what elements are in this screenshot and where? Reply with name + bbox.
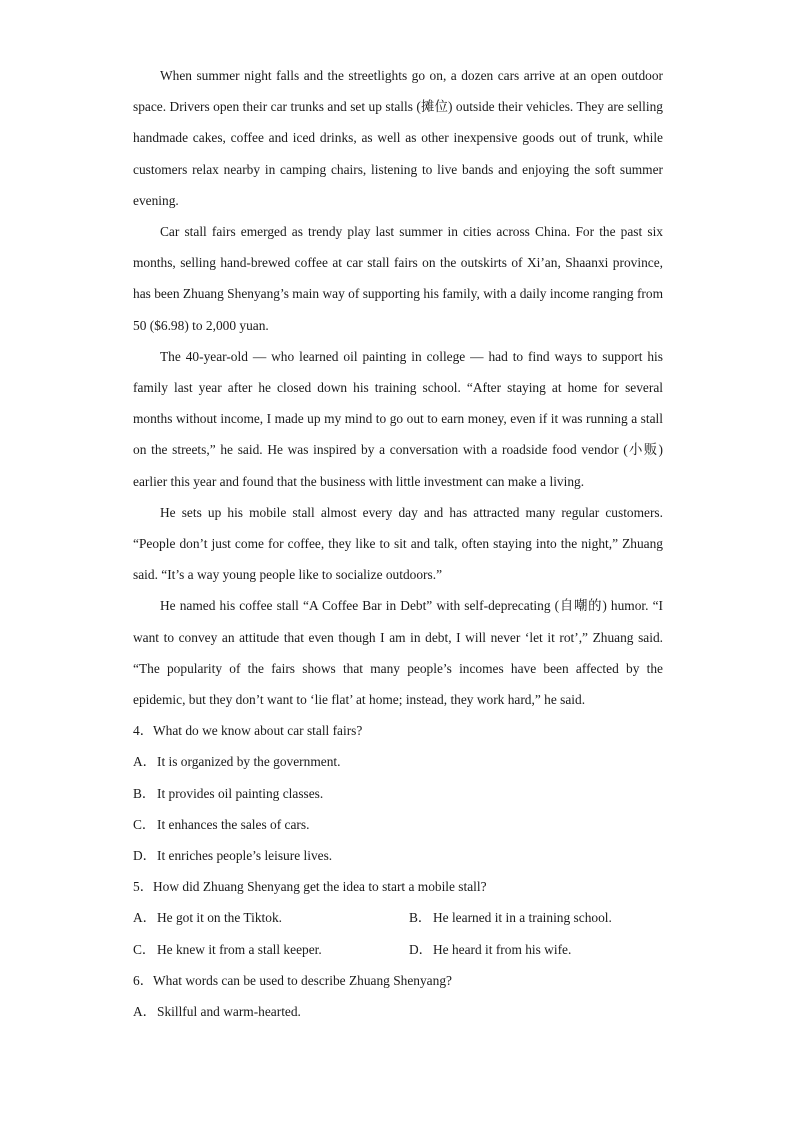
passage-paragraph-5: He named his coffee stall “A Coffee Bar in Debt” with self-deprecating (自嘲的) humor. “I want to convey an attitude that even though I am in debt, I will never ‘let it rot’,” Zhuang said. “The popularity of the fairs shows that many people’s incomes have been affected by the epidemic, but they don’t want to ‘lie flat’ at home; instead, they work hard,” he said. xyxy=(133,598,663,708)
option-letter: A． xyxy=(133,910,157,926)
option-row xyxy=(133,934,663,965)
document-page xyxy=(133,60,663,1027)
question-5 xyxy=(133,871,663,965)
passage-paragraph-4: He sets up his mobile stall almost every day and has attracted many regular customers. “People don’t just come for coffee, they like to sit and talk, often staying into the night,” Zhuang said. “It’s a way young people like to socialize outdoors.” xyxy=(133,504,663,583)
option-letter: D． xyxy=(409,941,433,957)
passage-paragraph-1: When summer night falls and the streetlights go on, a dozen cars arrive at an open outdoor space. Drivers open their car trunks and set up stalls (摊位) outside their vehicles. They are selling handmade cakes, coffee and iced drinks, as well as other inexpensive goods out of trunk, while customers relax nearby in camping chairs, listening to live bands and enjoying the soft summer evening. xyxy=(133,68,663,208)
option-b xyxy=(133,778,663,809)
option-a xyxy=(133,746,663,777)
question-stem xyxy=(133,965,663,996)
option-c xyxy=(133,934,409,965)
option-letter: A． xyxy=(133,1004,157,1020)
question-text: What words can be used to describe Zhuang Shenyang? xyxy=(153,972,452,988)
option-d xyxy=(409,934,571,965)
option-letter: A． xyxy=(133,754,157,770)
option-letter: B． xyxy=(409,910,432,926)
option-letter: D． xyxy=(133,848,157,864)
option-row xyxy=(133,902,663,933)
option-a xyxy=(133,902,409,933)
passage-paragraph-2: Car stall fairs emerged as trendy play last summer in cities across China. For the past six months, selling hand-brewed coffee at car stall fairs on the outskirts of Xi’an, Shaanxi province, has been Zhuang Shenyang’s main way of supporting his family, with a daily income ranging from 50 ($6.98) to 2,000 yuan. xyxy=(133,224,663,333)
question-text: What do we know about car stall fairs? xyxy=(153,723,363,739)
reading-passage xyxy=(133,60,663,715)
question-text: How did Zhuang Shenyang get the idea to start a mobile stall? xyxy=(153,879,487,895)
option-a xyxy=(133,996,663,1027)
option-text: It provides oil painting classes. xyxy=(157,785,324,801)
option-text: He heard it from his wife. xyxy=(433,941,572,957)
question-number: 5． xyxy=(133,879,154,895)
question-number: 6． xyxy=(133,972,154,988)
option-text: He learned it in a training school. xyxy=(433,910,612,926)
option-b xyxy=(409,902,612,933)
option-text: Skillful and warm-hearted. xyxy=(157,1004,301,1020)
option-d xyxy=(133,840,663,871)
option-letter: C． xyxy=(133,816,156,832)
option-text: It is organized by the government. xyxy=(157,754,341,770)
question-4 xyxy=(133,715,663,871)
option-text: He knew it from a stall keeper. xyxy=(157,941,322,957)
question-number: 4． xyxy=(133,723,154,739)
option-text: He got it on the Tiktok. xyxy=(157,910,282,926)
option-c xyxy=(133,809,663,840)
question-6 xyxy=(133,965,663,1027)
option-text: It enhances the sales of cars. xyxy=(157,816,310,832)
option-text: It enriches people’s leisure lives. xyxy=(157,848,333,864)
passage-paragraph-3: The 40-year-old — who learned oil painting in college — had to find ways to support his family last year after he closed down his training school. “After staying at home for several months without income, I made up my mind to go out to earn money, even if it was running a stall on the streets,” he said. He was inspired by a conversation with a roadside food vendor (小贩) earlier this year and found that the business with little investment can make a living. xyxy=(133,348,663,489)
option-letter: C． xyxy=(133,941,156,957)
option-letter: B． xyxy=(133,785,156,801)
question-stem xyxy=(133,715,663,746)
question-stem xyxy=(133,871,663,902)
